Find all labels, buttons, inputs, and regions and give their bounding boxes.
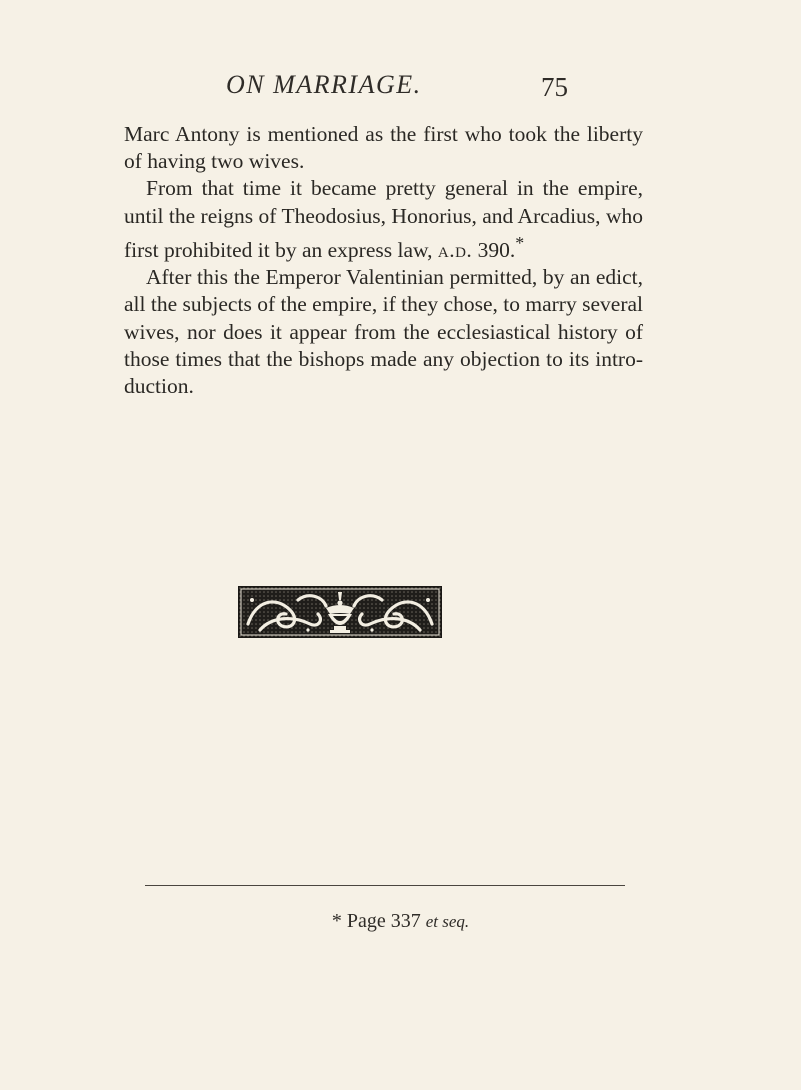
footnote-marker: *: [331, 910, 342, 932]
paragraph-2-text: From that time it became pretty general in the empire, until the reigns of Theodosius, Honorius, and Arcadius, who first prohibited it by an express law,: [124, 176, 643, 262]
paragraph-1: Marc Antony is mentioned as the first who took the liberty of having two wives.: [124, 122, 643, 174]
vase-scroll-ornament-icon: [238, 586, 442, 638]
paragraph-3: After this the Emperor Valentinian permitted, by an edict, all the subjects of the empire, if they chose, to marry several wives, nor does it appear from the ecclesiastical history of those times that the bishops made any objection to its intro- duction.: [124, 265, 643, 398]
footnote-rule: [145, 885, 625, 886]
footnote: [0, 910, 801, 933]
footnote-reference: *: [515, 232, 525, 253]
date-abbreviation: a.d.: [437, 237, 473, 262]
body-text: [124, 121, 643, 400]
page-number: 75: [541, 72, 568, 102]
paragraph-2-text-end: 390.: [472, 237, 516, 262]
paragraph-2: [124, 175, 643, 264]
footnote-italic: et seq.: [425, 912, 470, 931]
footnote-text: Page 337: [346, 910, 421, 932]
running-head: ON MARRIAGE.: [226, 70, 422, 99]
